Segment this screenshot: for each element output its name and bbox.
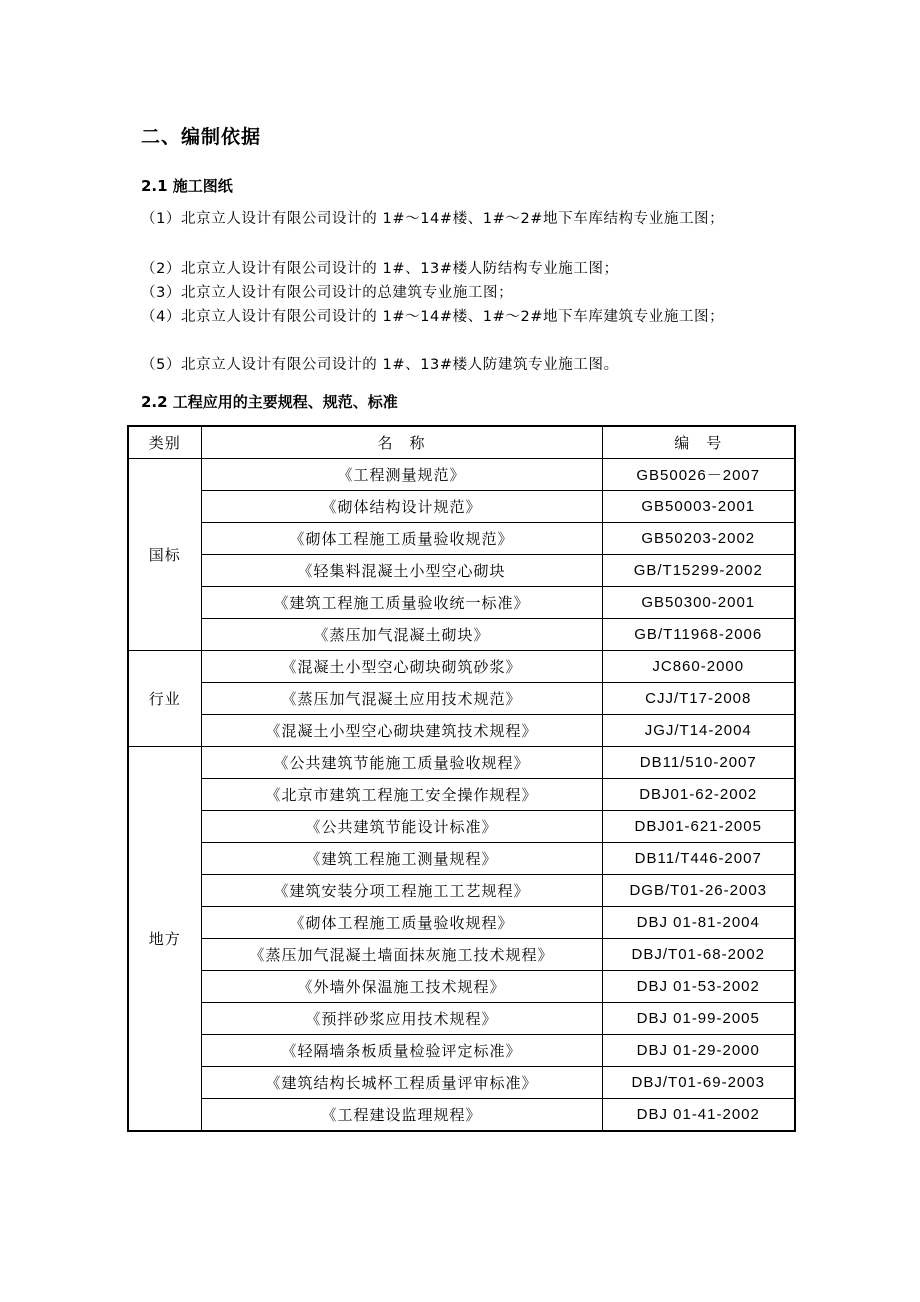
table-row <box>128 715 795 747</box>
standard-code-cell: DBJ 01-41-2002 <box>602 1099 795 1132</box>
standard-code-cell: DBJ01-621-2005 <box>602 811 795 843</box>
standard-name-cell: 《轻集料混凝土小型空心砌块 <box>201 555 602 587</box>
standard-code-cell: DBJ/T01-68-2002 <box>602 939 795 971</box>
header-name: 名 称 <box>201 426 602 459</box>
table-row <box>128 971 795 1003</box>
standard-code-cell: GB50203-2002 <box>602 523 795 555</box>
header-code: 编 号 <box>602 426 795 459</box>
header-category: 类别 <box>128 426 201 459</box>
standard-name-cell: 《砌体工程施工质量验收规范》 <box>201 523 602 555</box>
standard-code-cell: GB50300-2001 <box>602 587 795 619</box>
standard-code-cell: GB/T11968-2006 <box>602 619 795 651</box>
standard-name-cell: 《混凝土小型空心砌块建筑技术规程》 <box>201 715 602 747</box>
drawing-item: （2）北京立人设计有限公司设计的 1#、13#楼人防结构专业施工图； <box>141 261 619 277</box>
standard-name-cell: 《建筑工程施工质量验收统一标准》 <box>201 587 602 619</box>
table-row <box>128 555 795 587</box>
standard-code-cell: DBJ 01-29-2000 <box>602 1035 795 1067</box>
section-title: 二、编制依据 <box>141 126 262 148</box>
standard-name-cell: 《砌体工程施工质量验收规程》 <box>201 907 602 939</box>
category-cell: 行业 <box>128 651 201 747</box>
table-row <box>128 459 795 491</box>
standard-code-cell: DB11/510-2007 <box>602 747 795 779</box>
standard-name-cell: 《北京市建筑工程施工安全操作规程》 <box>201 779 602 811</box>
drawing-item: （1）北京立人设计有限公司设计的 1#～14#楼、1#～2#地下车库结构专业施工图； <box>141 211 725 227</box>
standard-name-cell: 《混凝土小型空心砌块砌筑砂浆》 <box>201 651 602 683</box>
table-row <box>128 939 795 971</box>
standard-name-cell: 《蒸压加气混凝土砌块》 <box>201 619 602 651</box>
table-row <box>128 907 795 939</box>
table-row <box>128 779 795 811</box>
table-row <box>128 1067 795 1099</box>
table-row <box>128 523 795 555</box>
category-cell: 地方 <box>128 747 201 1132</box>
standard-name-cell: 《工程建设监理规程》 <box>201 1099 602 1132</box>
standard-name-cell: 《外墙外保温施工技术规程》 <box>201 971 602 1003</box>
subsection-heading-drawings: 2.1 施工图纸 <box>141 177 233 195</box>
standard-name-cell: 《预拌砂浆应用技术规程》 <box>201 1003 602 1035</box>
standard-code-cell: DBJ 01-81-2004 <box>602 907 795 939</box>
standard-name-cell: 《公共建筑节能设计标准》 <box>201 811 602 843</box>
table-row <box>128 875 795 907</box>
standard-name-cell: 《轻隔墙条板质量检验评定标准》 <box>201 1035 602 1067</box>
subsection-heading-standards: 2.2 工程应用的主要规程、规范、标准 <box>141 393 398 411</box>
category-cell: 国标 <box>128 459 201 651</box>
table-row <box>128 683 795 715</box>
standard-code-cell: GB/T15299-2002 <box>602 555 795 587</box>
drawing-item: （4）北京立人设计有限公司设计的 1#～14#楼、1#～2#地下车库建筑专业施工图； <box>141 309 725 325</box>
standard-code-cell: CJJ/T17-2008 <box>602 683 795 715</box>
standard-name-cell: 《建筑工程施工测量规程》 <box>201 843 602 875</box>
drawing-item: （5）北京立人设计有限公司设计的 1#、13#楼人防建筑专业施工图。 <box>141 357 619 373</box>
standard-code-cell: DBJ 01-53-2002 <box>602 971 795 1003</box>
table-row <box>128 491 795 523</box>
standard-name-cell: 《蒸压加气混凝土墙面抹灰施工技术规程》 <box>201 939 602 971</box>
table-row <box>128 1099 795 1132</box>
standard-code-cell: DBJ01-62-2002 <box>602 779 795 811</box>
standards-table <box>127 425 796 1132</box>
table-header-row <box>128 426 795 459</box>
standard-name-cell: 《蒸压加气混凝土应用技术规范》 <box>201 683 602 715</box>
standard-code-cell: JGJ/T14-2004 <box>602 715 795 747</box>
table-row <box>128 651 795 683</box>
table-row <box>128 619 795 651</box>
table-row <box>128 747 795 779</box>
standard-name-cell: 《砌体结构设计规范》 <box>201 491 602 523</box>
standard-code-cell: DBJ/T01-69-2003 <box>602 1067 795 1099</box>
standard-code-cell: GB50003-2001 <box>602 491 795 523</box>
drawing-item: （3）北京立人设计有限公司设计的总建筑专业施工图； <box>141 285 514 301</box>
table-row <box>128 1003 795 1035</box>
table-row <box>128 843 795 875</box>
table-row <box>128 587 795 619</box>
standard-code-cell: DGB/T01-26-2003 <box>602 875 795 907</box>
standard-code-cell: DBJ 01-99-2005 <box>602 1003 795 1035</box>
standard-code-cell: GB50026－2007 <box>602 459 795 491</box>
standard-code-cell: JC860-2000 <box>602 651 795 683</box>
standard-code-cell: DB11/T446-2007 <box>602 843 795 875</box>
standard-name-cell: 《公共建筑节能施工质量验收规程》 <box>201 747 602 779</box>
standard-name-cell: 《建筑安装分项工程施工工艺规程》 <box>201 875 602 907</box>
standard-name-cell: 《工程测量规范》 <box>201 459 602 491</box>
table-row <box>128 811 795 843</box>
standard-name-cell: 《建筑结构长城杯工程质量评审标准》 <box>201 1067 602 1099</box>
table-row <box>128 1035 795 1067</box>
